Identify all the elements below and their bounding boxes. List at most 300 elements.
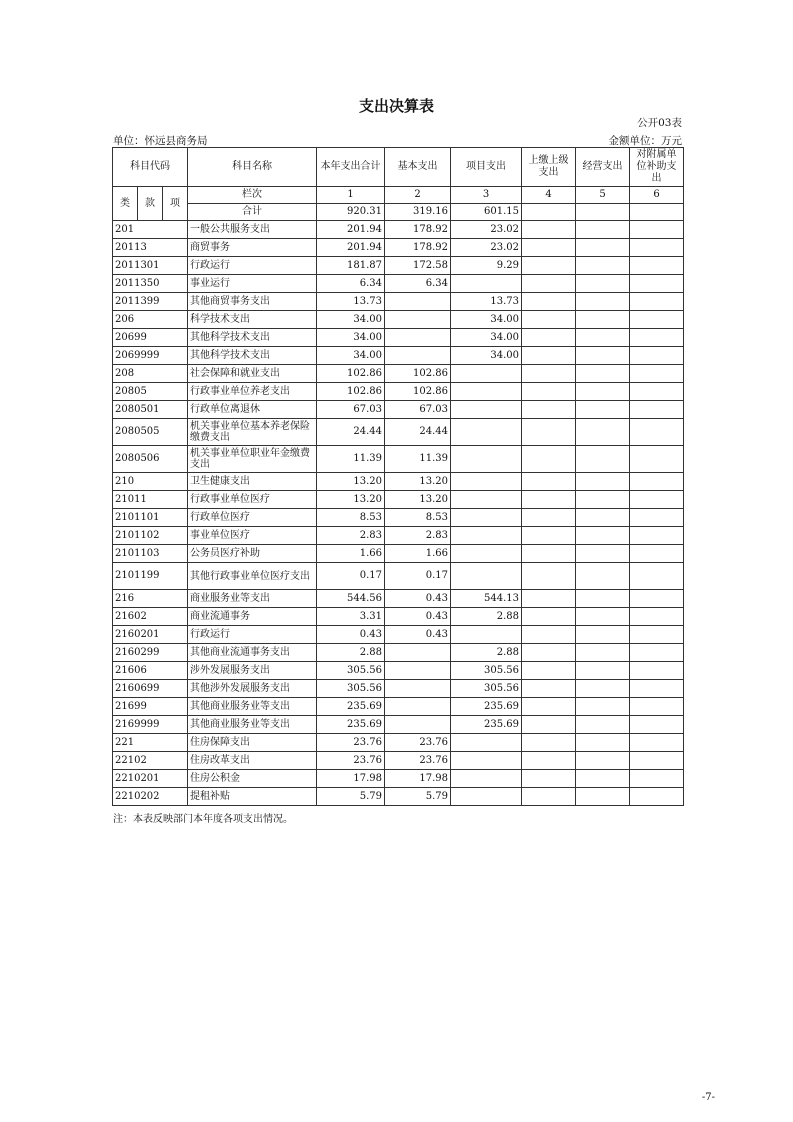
row-basic (385, 293, 451, 311)
row-code: 2169999 (113, 716, 188, 734)
row-name: 住房保障支出 (188, 734, 317, 752)
row-code: 2080505 (113, 419, 188, 446)
row-subsidy (630, 401, 684, 419)
row-business (576, 401, 630, 419)
row-basic (385, 662, 451, 680)
row-upper (522, 698, 576, 716)
row-total: 23.76 (317, 734, 385, 752)
row-business (576, 275, 630, 293)
row-project: 34.00 (451, 329, 522, 347)
col-num-1: 1 (317, 187, 385, 204)
row-upper (522, 311, 576, 329)
table-row (113, 545, 684, 563)
table-row (113, 221, 684, 239)
row-business (576, 662, 630, 680)
table-row (113, 590, 684, 608)
row-subsidy (630, 239, 684, 257)
header-lanci: 栏次 (188, 187, 317, 204)
row-code: 2080506 (113, 446, 188, 473)
row-subsidy (630, 275, 684, 293)
row-basic: 2.83 (385, 527, 451, 545)
row-name: 行政运行 (188, 626, 317, 644)
row-basic: 178.92 (385, 239, 451, 257)
row-basic (385, 698, 451, 716)
row-basic (385, 680, 451, 698)
row-total: 0.43 (317, 626, 385, 644)
col-num-4: 4 (522, 187, 576, 204)
table-row (113, 734, 684, 752)
header-xiang: 项 (163, 187, 188, 221)
row-upper (522, 734, 576, 752)
table-row (113, 419, 684, 446)
row-upper (522, 662, 576, 680)
row-business (576, 257, 630, 275)
row-project: 23.02 (451, 239, 522, 257)
row-project: 235.69 (451, 716, 522, 734)
row-subsidy (630, 716, 684, 734)
table-row (113, 680, 684, 698)
row-name: 其他商业服务业等支出 (188, 698, 317, 716)
table-row (113, 788, 684, 806)
row-basic: 23.76 (385, 734, 451, 752)
page-title: 支出决算表 (358, 97, 434, 115)
header-project: 项目支出 (451, 148, 522, 187)
footnote: 注：本表反映部门本年度各项支出情况。 (113, 814, 293, 825)
table-row (113, 770, 684, 788)
row-total: 2.83 (317, 527, 385, 545)
row-name: 一般公共服务支出 (188, 221, 317, 239)
row-business (576, 590, 630, 608)
row-subsidy (630, 347, 684, 365)
row-total: 13.20 (317, 491, 385, 509)
row-code: 2101103 (113, 545, 188, 563)
row-business (576, 563, 630, 590)
row-name: 住房公积金 (188, 770, 317, 788)
row-name: 其他商业流通事务支出 (188, 644, 317, 662)
table-row (113, 698, 684, 716)
row-subsidy (630, 311, 684, 329)
row-subsidy (630, 509, 684, 527)
row-upper (522, 239, 576, 257)
table-row (113, 239, 684, 257)
row-business (576, 680, 630, 698)
row-subsidy (630, 734, 684, 752)
table-row (113, 383, 684, 401)
table-row (113, 311, 684, 329)
row-code: 2101199 (113, 563, 188, 590)
row-project (451, 545, 522, 563)
row-code: 2160299 (113, 644, 188, 662)
row-business (576, 446, 630, 473)
row-code: 2011399 (113, 293, 188, 311)
row-upper (522, 509, 576, 527)
row-name: 行政单位医疗 (188, 509, 317, 527)
row-name: 其他科学技术支出 (188, 329, 317, 347)
form-number: 公开03表 (637, 117, 682, 129)
table-row (113, 509, 684, 527)
row-project (451, 509, 522, 527)
row-basic: 6.34 (385, 275, 451, 293)
row-name: 公务员医疗补助 (188, 545, 317, 563)
row-project: 34.00 (451, 311, 522, 329)
row-code: 2080501 (113, 401, 188, 419)
row-subsidy (630, 446, 684, 473)
row-name: 社会保障和就业支出 (188, 365, 317, 383)
row-business (576, 473, 630, 491)
row-business (576, 527, 630, 545)
row-total: 201.94 (317, 221, 385, 239)
row-project (451, 527, 522, 545)
row-subsidy (630, 491, 684, 509)
row-upper (522, 401, 576, 419)
row-upper (522, 329, 576, 347)
row-basic: 5.79 (385, 788, 451, 806)
row-business (576, 419, 630, 446)
row-subsidy (630, 473, 684, 491)
row-code: 201 (113, 221, 188, 239)
row-total: 34.00 (317, 311, 385, 329)
total-row (113, 204, 684, 221)
row-upper (522, 716, 576, 734)
row-name: 其他涉外发展服务支出 (188, 680, 317, 698)
row-basic: 0.43 (385, 590, 451, 608)
row-subsidy (630, 221, 684, 239)
row-basic: 24.44 (385, 419, 451, 446)
table-row (113, 293, 684, 311)
row-project: 235.69 (451, 698, 522, 716)
row-subsidy (630, 788, 684, 806)
total-total: 920.31 (317, 204, 385, 221)
row-basic (385, 644, 451, 662)
table-row (113, 644, 684, 662)
row-upper (522, 752, 576, 770)
row-basic: 17.98 (385, 770, 451, 788)
row-code: 20805 (113, 383, 188, 401)
row-name: 行政运行 (188, 257, 317, 275)
row-business (576, 626, 630, 644)
row-name: 机关事业单位职业年金缴费支出 (188, 446, 317, 473)
row-name: 其他商业服务业等支出 (188, 716, 317, 734)
row-subsidy (630, 383, 684, 401)
row-basic: 172.58 (385, 257, 451, 275)
row-project: 9.29 (451, 257, 522, 275)
row-name: 其他科学技术支出 (188, 347, 317, 365)
row-subsidy (630, 644, 684, 662)
row-code: 2210201 (113, 770, 188, 788)
row-total: 24.44 (317, 419, 385, 446)
row-upper (522, 680, 576, 698)
row-code: 2160699 (113, 680, 188, 698)
row-code: 2101101 (113, 509, 188, 527)
page-number: -7- (701, 1092, 715, 1103)
row-subsidy (630, 680, 684, 698)
row-upper (522, 626, 576, 644)
row-project (451, 626, 522, 644)
table-row (113, 626, 684, 644)
total-upper (522, 204, 576, 221)
row-total: 181.87 (317, 257, 385, 275)
row-project: 23.02 (451, 221, 522, 239)
row-upper (522, 257, 576, 275)
header-business: 经营支出 (576, 148, 630, 187)
row-total: 0.17 (317, 563, 385, 590)
row-business (576, 698, 630, 716)
row-project (451, 446, 522, 473)
row-business (576, 734, 630, 752)
header-total: 本年支出合计 (317, 148, 385, 187)
row-business (576, 788, 630, 806)
row-upper (522, 293, 576, 311)
row-code: 206 (113, 311, 188, 329)
table-row (113, 563, 684, 590)
row-project (451, 563, 522, 590)
row-subsidy (630, 293, 684, 311)
row-code: 20113 (113, 239, 188, 257)
table-row (113, 473, 684, 491)
row-project (451, 365, 522, 383)
row-upper (522, 788, 576, 806)
row-project (451, 401, 522, 419)
row-total: 235.69 (317, 716, 385, 734)
row-total: 34.00 (317, 347, 385, 365)
row-upper (522, 419, 576, 446)
row-basic: 0.43 (385, 608, 451, 626)
row-project: 544.13 (451, 590, 522, 608)
row-name: 提租补贴 (188, 788, 317, 806)
row-business (576, 770, 630, 788)
row-code: 2011301 (113, 257, 188, 275)
row-project (451, 491, 522, 509)
row-name: 商业流通事务 (188, 608, 317, 626)
row-total: 544.56 (317, 590, 385, 608)
total-business (576, 204, 630, 221)
row-basic: 13.20 (385, 473, 451, 491)
row-name: 其他商贸事务支出 (188, 293, 317, 311)
row-total: 235.69 (317, 698, 385, 716)
row-basic: 178.92 (385, 221, 451, 239)
table-row (113, 329, 684, 347)
row-basic: 67.03 (385, 401, 451, 419)
table-row (113, 257, 684, 275)
unit-label: 单位：怀远县商务局 (113, 135, 208, 147)
row-business (576, 383, 630, 401)
row-total: 13.20 (317, 473, 385, 491)
row-subsidy (630, 770, 684, 788)
row-project: 305.56 (451, 680, 522, 698)
row-name: 卫生健康支出 (188, 473, 317, 491)
row-total: 11.39 (317, 446, 385, 473)
row-basic: 0.17 (385, 563, 451, 590)
row-name: 科学技术支出 (188, 311, 317, 329)
row-project (451, 383, 522, 401)
currency-label: 金额单位：万元 (608, 135, 682, 147)
header-subsidy: 对附属单位补助支出 (630, 148, 684, 187)
table-row (113, 716, 684, 734)
row-upper (522, 608, 576, 626)
row-code: 2160201 (113, 626, 188, 644)
row-project (451, 473, 522, 491)
row-upper (522, 365, 576, 383)
total-basic: 319.16 (385, 204, 451, 221)
row-basic (385, 716, 451, 734)
table-row (113, 365, 684, 383)
row-subsidy (630, 563, 684, 590)
row-upper (522, 491, 576, 509)
row-project (451, 275, 522, 293)
row-upper (522, 383, 576, 401)
row-business (576, 293, 630, 311)
row-business (576, 491, 630, 509)
table-row (113, 608, 684, 626)
row-project (451, 770, 522, 788)
expenditure-table (112, 147, 684, 806)
row-basic (385, 347, 451, 365)
row-upper (522, 446, 576, 473)
row-upper (522, 221, 576, 239)
row-code: 20699 (113, 329, 188, 347)
row-subsidy (630, 626, 684, 644)
header-lei: 类 (113, 187, 138, 221)
row-code: 22102 (113, 752, 188, 770)
row-total: 17.98 (317, 770, 385, 788)
row-name: 商贸事务 (188, 239, 317, 257)
row-code: 21011 (113, 491, 188, 509)
row-subsidy (630, 365, 684, 383)
row-business (576, 221, 630, 239)
row-business (576, 545, 630, 563)
row-name: 商业服务业等支出 (188, 590, 317, 608)
row-name: 行政事业单位养老支出 (188, 383, 317, 401)
row-code: 2011350 (113, 275, 188, 293)
row-upper (522, 545, 576, 563)
row-subsidy (630, 662, 684, 680)
row-project (451, 788, 522, 806)
row-code: 21602 (113, 608, 188, 626)
row-upper (522, 275, 576, 293)
row-project (451, 752, 522, 770)
row-basic (385, 311, 451, 329)
row-upper (522, 770, 576, 788)
row-code: 21699 (113, 698, 188, 716)
row-subsidy (630, 257, 684, 275)
row-upper (522, 590, 576, 608)
row-code: 2210202 (113, 788, 188, 806)
row-business (576, 329, 630, 347)
row-subsidy (630, 590, 684, 608)
row-name: 事业运行 (188, 275, 317, 293)
row-name: 行政事业单位医疗 (188, 491, 317, 509)
row-project (451, 419, 522, 446)
col-num-6: 6 (630, 187, 684, 204)
row-subsidy (630, 419, 684, 446)
row-total: 8.53 (317, 509, 385, 527)
col-num-3: 3 (451, 187, 522, 204)
row-project: 2.88 (451, 608, 522, 626)
row-name: 住房改革支出 (188, 752, 317, 770)
row-business (576, 644, 630, 662)
row-subsidy (630, 329, 684, 347)
header-row (113, 148, 684, 187)
table-row (113, 491, 684, 509)
row-basic: 102.86 (385, 383, 451, 401)
header-upper: 上缴上级支出 (522, 148, 576, 187)
col-num-5: 5 (576, 187, 630, 204)
row-total: 5.79 (317, 788, 385, 806)
row-basic: 11.39 (385, 446, 451, 473)
row-business (576, 365, 630, 383)
row-name: 机关事业单位基本养老保险缴费支出 (188, 419, 317, 446)
row-subsidy (630, 608, 684, 626)
total-subsidy (630, 204, 684, 221)
row-code: 208 (113, 365, 188, 383)
row-business (576, 239, 630, 257)
row-basic: 13.20 (385, 491, 451, 509)
row-upper (522, 563, 576, 590)
row-total: 34.00 (317, 329, 385, 347)
row-upper (522, 644, 576, 662)
row-name: 行政单位离退休 (188, 401, 317, 419)
row-code: 21606 (113, 662, 188, 680)
row-code: 210 (113, 473, 188, 491)
row-subsidy (630, 752, 684, 770)
row-basic: 102.86 (385, 365, 451, 383)
row-total: 2.88 (317, 644, 385, 662)
header-kuan: 款 (138, 187, 163, 221)
row-subsidy (630, 545, 684, 563)
table-row (113, 752, 684, 770)
row-total: 102.86 (317, 383, 385, 401)
table-row (113, 446, 684, 473)
row-business (576, 608, 630, 626)
row-basic: 8.53 (385, 509, 451, 527)
row-project: 13.73 (451, 293, 522, 311)
column-number-row (113, 187, 684, 204)
row-total: 201.94 (317, 239, 385, 257)
table-row (113, 347, 684, 365)
row-total: 13.73 (317, 293, 385, 311)
row-total: 3.31 (317, 608, 385, 626)
row-upper (522, 473, 576, 491)
row-total: 23.76 (317, 752, 385, 770)
row-business (576, 752, 630, 770)
row-total: 67.03 (317, 401, 385, 419)
row-total: 6.34 (317, 275, 385, 293)
row-subsidy (630, 527, 684, 545)
row-code: 216 (113, 590, 188, 608)
row-code: 221 (113, 734, 188, 752)
row-business (576, 509, 630, 527)
row-project: 305.56 (451, 662, 522, 680)
row-name: 事业单位医疗 (188, 527, 317, 545)
row-project (451, 734, 522, 752)
row-upper (522, 347, 576, 365)
row-basic: 23.76 (385, 752, 451, 770)
row-basic: 0.43 (385, 626, 451, 644)
row-total: 305.56 (317, 680, 385, 698)
row-name: 涉外发展服务支出 (188, 662, 317, 680)
row-project: 2.88 (451, 644, 522, 662)
header-basic: 基本支出 (385, 148, 451, 187)
row-code: 2101102 (113, 527, 188, 545)
header-code: 科目代码 (113, 148, 188, 187)
table-row (113, 662, 684, 680)
row-total: 1.66 (317, 545, 385, 563)
row-business (576, 716, 630, 734)
row-business (576, 311, 630, 329)
row-project: 34.00 (451, 347, 522, 365)
row-total: 102.86 (317, 365, 385, 383)
total-project: 601.15 (451, 204, 522, 221)
